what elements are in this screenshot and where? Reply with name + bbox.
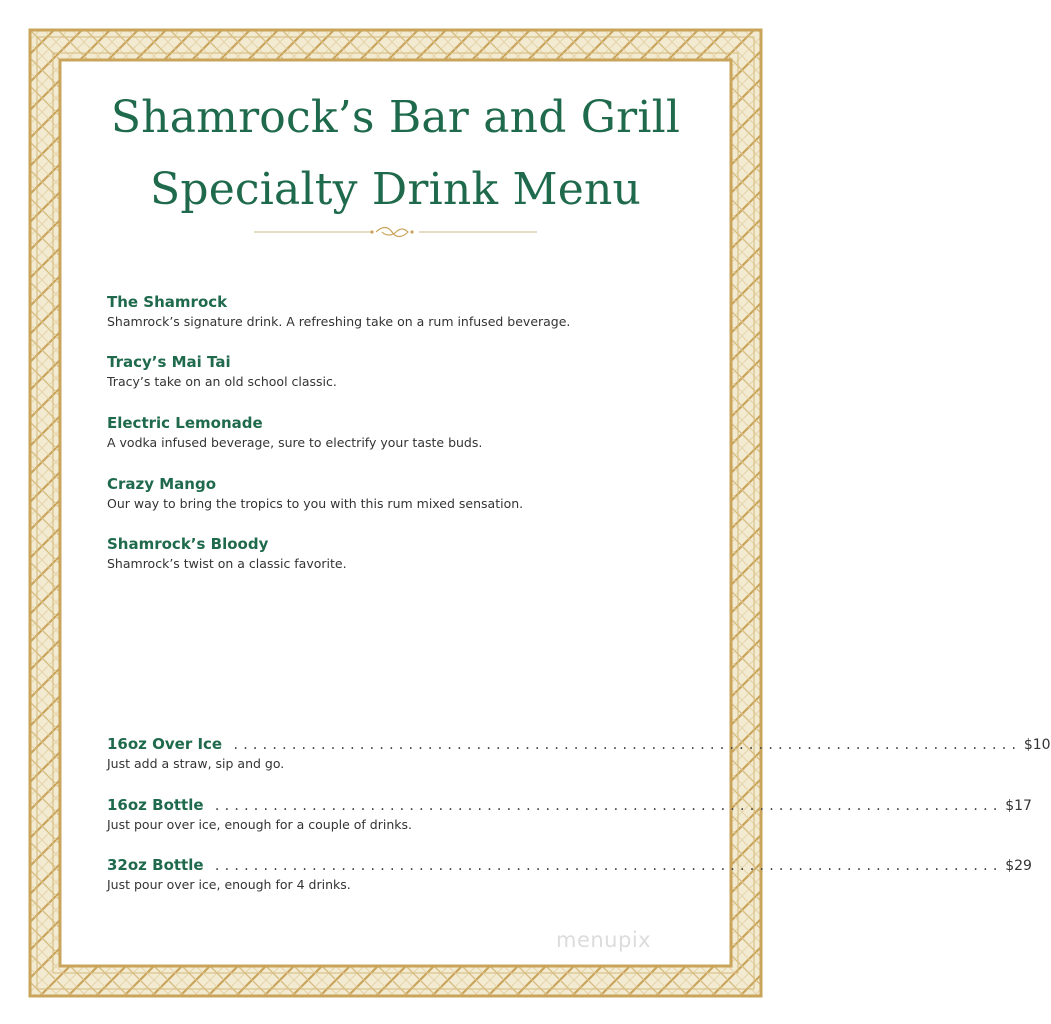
- size-item: [107, 734, 1051, 773]
- drink-description: Our way to bring the tropics to you with this rum mixed sensation.: [107, 496, 524, 511]
- drink-item: [107, 534, 707, 573]
- drink-description: Shamrock’s twist on a classic favorite.: [107, 556, 347, 571]
- size-item: [107, 855, 1032, 894]
- title-flourish: [254, 224, 537, 240]
- drink-name: The Shamrock: [107, 293, 228, 311]
- menu-subtitle: Specialty Drink Menu: [149, 164, 642, 215]
- size-price: $29: [1005, 858, 1032, 874]
- size-description: Just pour over ice, enough for 4 drinks.: [107, 877, 351, 892]
- size-price: $17: [1005, 798, 1032, 814]
- size-name: 32oz Bottle: [107, 856, 204, 874]
- drink-description: Tracy’s take on an old school classic.: [107, 374, 337, 389]
- dot-leader: .................................................................................: [213, 799, 1002, 813]
- drink-name: Shamrock’s Bloody: [107, 535, 269, 553]
- watermark: menupix: [556, 928, 652, 952]
- size-name: 16oz Bottle: [107, 796, 204, 814]
- size-name: 16oz Over Ice: [107, 735, 223, 753]
- dot-leader: .................................................................................: [213, 859, 1002, 873]
- size-description: Just pour over ice, enough for a couple of drinks.: [107, 817, 412, 832]
- drink-item: [107, 474, 707, 513]
- drink-name: Electric Lemonade: [107, 414, 263, 432]
- drink-item: [107, 413, 707, 452]
- size-item: [107, 795, 1032, 834]
- size-description: Just add a straw, sip and go.: [107, 756, 285, 771]
- drink-item: [107, 292, 707, 331]
- drink-item: [107, 352, 707, 391]
- drink-name: Tracy’s Mai Tai: [107, 353, 231, 371]
- restaurant-title: Shamrock’s Bar and Grill: [110, 92, 681, 143]
- dot-leader: .................................................................................: [232, 738, 1020, 752]
- drink-description: A vodka infused beverage, sure to electrify your taste buds.: [107, 435, 483, 450]
- drink-name: Crazy Mango: [107, 475, 217, 493]
- drink-description: Shamrock’s signature drink. A refreshing take on a rum infused beverage.: [107, 314, 571, 329]
- size-price: $10: [1023, 737, 1051, 753]
